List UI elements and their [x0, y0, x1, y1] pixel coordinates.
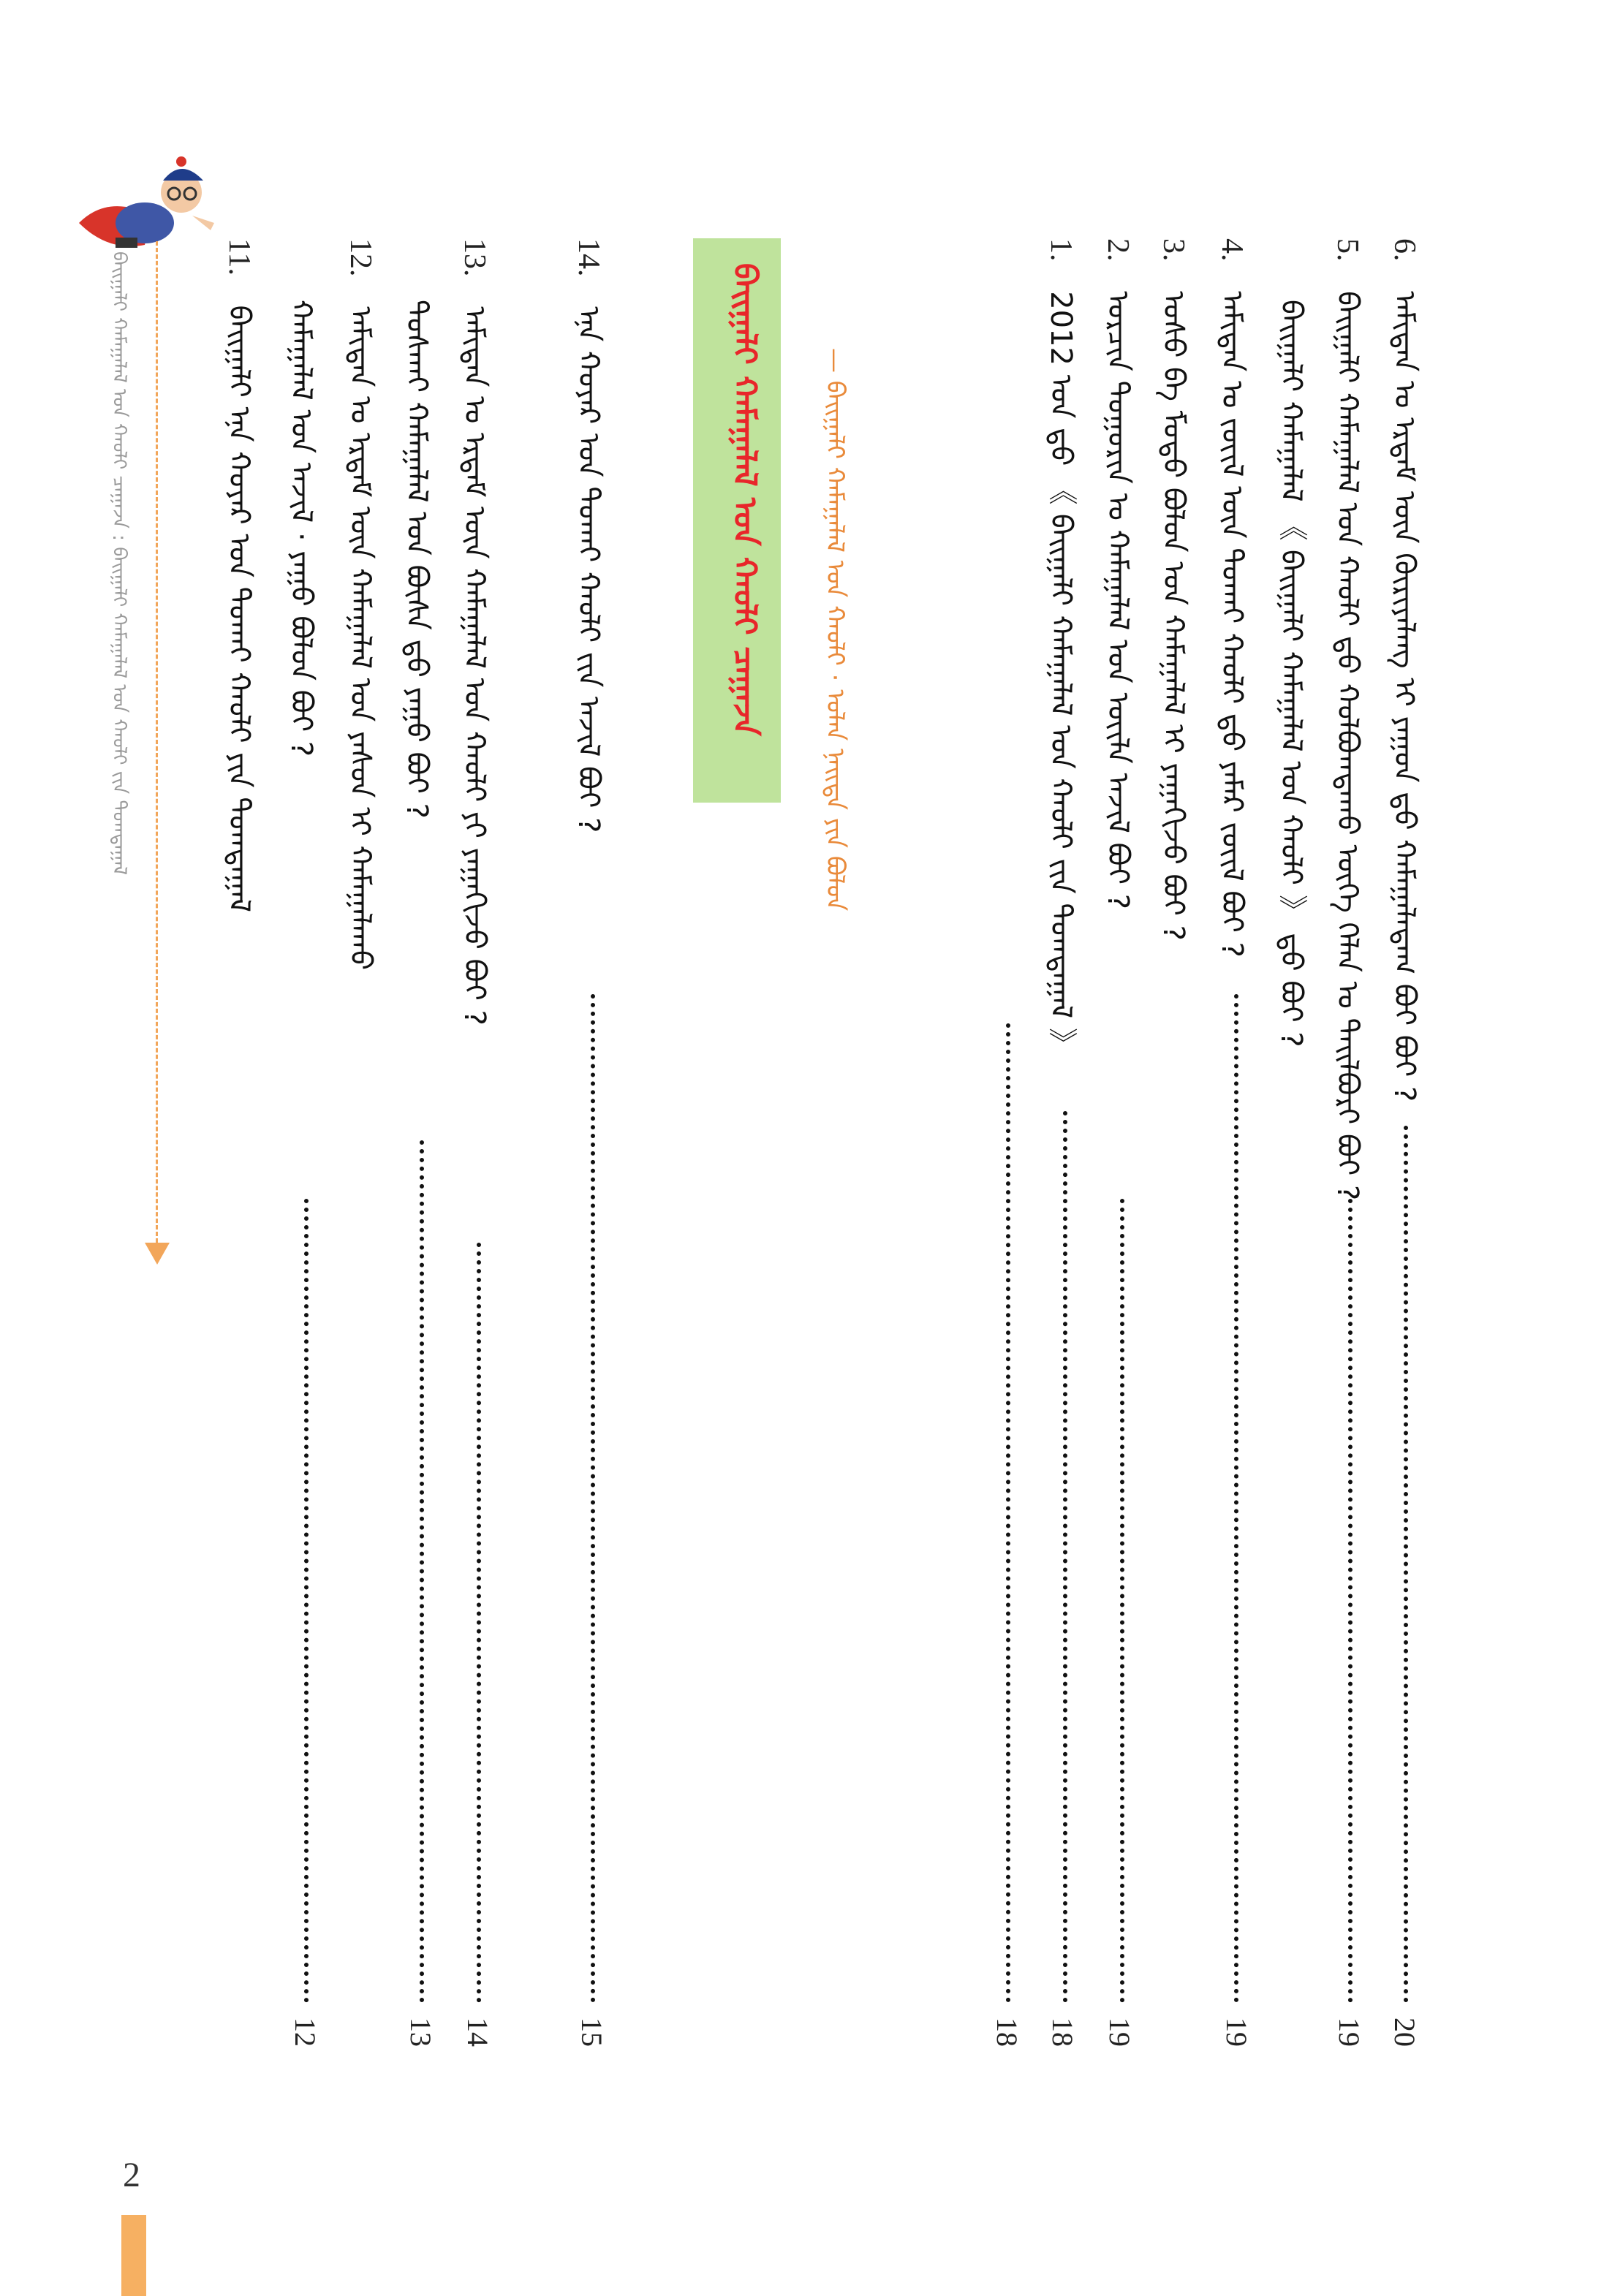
entry-page: 18 [1046, 2017, 1079, 2047]
entry-page: 19 [1220, 2017, 1253, 2047]
entry-title: ᠠᠮᠢᠲᠠᠨ ᠤ ᠡᠷᠳᠡᠮ ᠦᠨ ᠬᠦᠷᠢᠶᠡᠯᠡᠩ ᠢ ᠶᠠᠭᠤᠨ ᠳ᠋ᠤ ᠬᠠᠮᠠᠭᠠᠯᠠᠳᠠᠭ ᠪᠤᠢ ᠪᠤᠢ ? [1388, 291, 1421, 1102]
toc-entry[interactable] [1158, 238, 1189, 941]
toc-entry[interactable] [345, 238, 376, 970]
toc-entry[interactable] [1332, 238, 1363, 1200]
leader-dots [304, 1199, 309, 2003]
entry-title: ᠤᠰᠤ ᠪᠠ ᠮᠣᠳᠣ ᠪᠣᠯᠤᠨ ᠤᠨ ᠬᠠᠮᠠᠭᠠᠯᠠᠯ ᠢ ᠶᠠᠭᠠᠬᠢᠵᠤ ᠪᠤᠢ ? [1157, 291, 1190, 941]
entry-page: 12 [289, 2017, 322, 2047]
footer-arrow-icon [145, 1243, 170, 1265]
section-subtitle: — ᠪᠠᠢᠭᠠᠯᠢ ᠬᠠᠮᠠᠭᠠᠯᠠᠯ ᠤᠨ ᠬᠠᠤᠯᠢ · ᠣᠯᠠᠨ ᠨᠡᠢᠲᠡ ᠶᠢᠨ ᠪᠣᠯᠤᠨ [820, 348, 850, 912]
entry-title: ᠣᠷᠴᠢᠨ ᠲᠣᠭᠣᠷᠢᠨ ᠤ ᠬᠠᠮᠠᠭᠠᠯᠠᠯ ᠤᠨ ᠦᠢᠯᠡ ᠠᠵᠢᠯ ᠪᠤᠢ ? [1101, 291, 1135, 909]
entry-title: 2012 ᠣᠨ ᠳ᠋ᠤ 《 ᠪᠠᠢᠭᠠᠯᠢ ᠬᠠᠮᠠᠭᠠᠯᠠᠯ ᠤᠨ ᠬᠠᠤᠯᠢ ᠵᠢᠨ ᠲᠣᠭᠲᠠᠭᠠᠯ 》 [1044, 291, 1078, 1057]
entry-number: 12. [344, 238, 377, 277]
entry-title: ᠪᠠᠢᠭᠠᠯᠢ ᠬᠠᠮᠠᠭᠠᠯᠠᠯ ᠤᠨ ᠬᠠᠤᠯᠢ ᠳ᠋ᠤ ᠬᠤᠯᠪᠤᠭᠳᠠᠬᠤ ᠦᠭᠡ ᠬᠡᠯᠡᠨ ᠤ ᠲᠠᠢᠯᠪᠤᠷᠢ ᠪᠤᠢ ? [1331, 291, 1364, 1201]
entry-page: 19 [1103, 2017, 1136, 2047]
leader-dots [1006, 1023, 1010, 2003]
entry-number: 3. [1157, 238, 1190, 262]
toc-entry[interactable] [1276, 300, 1306, 1047]
entry-page: 20 [1388, 2017, 1421, 2047]
entry-number: 5. [1331, 238, 1364, 262]
entry-title: ᠠᠮᠢᠲᠠᠨ ᠤ ᠵᠦᠢᠯ ᠦᠨ ᠲᠤᠬᠠᠢ ᠬᠠᠤᠯᠢ ᠳ᠋ᠤ ᠶᠠᠮᠠᠷ ᠵᠦᠢᠯ ᠪᠤᠢ ? [1215, 291, 1249, 958]
leader-dots [1404, 1126, 1408, 2003]
toc-entry[interactable] [284, 300, 318, 757]
entry-title: ᠪᠠᠢᠭᠠᠯᠢ ᠡᠨᠡ ᠬᠣᠶᠠᠷ ᠤᠨ ᠲᠤᠬᠠᠢ ᠬᠠᠤᠯᠢ ᠶᠢᠨ ᠲᠣᠭᠲᠠᠭᠠᠯ [222, 305, 256, 913]
entry-number: 2. [1101, 238, 1135, 262]
entry-title: ᠡᠨᠡ ᠬᠣᠶᠠᠷ ᠤᠨ ᠲᠤᠬᠠᠢ ᠬᠠᠤᠯᠢ ᠵᠢᠨ ᠠᠵᠢᠯ ᠪᠤᠢ ? [572, 306, 605, 833]
entry-page: 13 [404, 2017, 437, 2047]
footer-text: ᠪᠠᠢᠭᠠᠯᠢ ᠬᠠᠮᠠᠭᠠᠯᠠᠯ ᠤᠨ ᠬᠠᠤᠯᠢ ᠴᠠᠭᠠᠵᠠ : ᠪᠠᠢᠭᠠᠯᠢ ᠬᠠᠮᠠᠭᠠᠯᠠᠯ ᠤᠨ ᠬᠠᠤᠯᠢ ᠵᠢᠨ ᠲᠣᠭᠲᠠᠭᠠᠯ [108, 251, 130, 876]
leader-dots [477, 1243, 481, 2003]
toc-entry[interactable] [1102, 238, 1133, 909]
toc-entry[interactable] [1389, 238, 1420, 1102]
leader-dots [1234, 994, 1238, 2003]
page-tab [121, 2215, 146, 2296]
entry-title: ᠪᠠᠢᠭᠠᠯᠢ ᠬᠠᠮᠠᠭᠠᠯᠠᠯ 《 ᠪᠠᠢᠭᠠᠯᠢ ᠬᠠᠮᠠᠭᠠᠯᠠᠯ ᠤᠨ ᠬᠠᠤᠯᠢ 》 ᠳ᠋ᠤ ᠪᠤᠢ ? [1274, 300, 1308, 1047]
entry-title: ᠠᠮᠢᠲᠠᠨ ᠤ ᠡᠷᠳᠡᠮ ᠦᠨ ᠬᠠᠮᠠᠭᠠᠯᠠᠯ ᠤᠨ ᠶᠠᠰᠤᠨ ᠢ ᠬᠠᠮᠠᠭᠠᠯᠠᠬᠤ [344, 306, 377, 971]
leader-dots [1063, 1111, 1067, 2003]
entry-title: ᠲᠤᠰᠬᠠᠢ ᠬᠠᠮᠠᠭᠠᠯᠠᠯ ᠤᠨ ᠪᠦᠰᠡ ᠳ᠋ᠤ ᠶᠠᠭᠤ ᠪᠤᠢ ? [400, 300, 434, 819]
footer-dashed-line [156, 241, 158, 1243]
page-number: 2 [123, 2156, 140, 2194]
toc-entry[interactable] [224, 238, 254, 912]
mascot-illustration [64, 135, 218, 274]
entry-title: ᠬᠠᠮᠠᠭᠠᠯᠠᠯ ᠤᠨ ᠠᠵᠢᠯ · ᠶᠠᠭᠤ ᠪᠣᠯᠤᠨ ᠪᠤᠢ ? [284, 300, 318, 757]
entry-number: 13. [458, 238, 491, 277]
entry-page: 18 [991, 2017, 1024, 2047]
leader-dots [420, 1140, 424, 2003]
leader-dots [1348, 1199, 1352, 2003]
entry-title: ᠠᠮᠢᠲᠠᠨ ᠤ ᠡᠷᠳᠡᠮ ᠦᠨ ᠬᠠᠮᠠᠭᠠᠯᠠᠯ ᠤᠨ ᠬᠠᠤᠯᠢ ᠶᠢ ᠶᠠᠭᠠᠬᠢᠵᠤ ᠪᠤᠢ ? [458, 306, 491, 1026]
entry-page: 19 [1333, 2017, 1366, 2047]
leader-dots [591, 994, 595, 2003]
toc-entry[interactable] [573, 238, 604, 833]
entry-number: 6. [1388, 238, 1421, 262]
entry-number: 11. [222, 238, 256, 276]
entry-number: 4. [1215, 238, 1249, 262]
entry-page: 14 [461, 2017, 494, 2047]
entry-number: 1. [1044, 238, 1078, 262]
toc-entry[interactable] [400, 300, 434, 819]
section-title: ᠪᠠᠢᠭᠠᠯᠢ ᠬᠠᠮᠠᠭᠠᠯᠠᠯ ᠤᠨ ᠬᠠᠤᠯᠢ ᠴᠠᠭᠠᠵᠠ [726, 263, 763, 736]
leader-dots [1120, 1199, 1124, 2003]
toc-entry[interactable] [459, 238, 490, 1026]
entry-number: 14. [572, 238, 605, 277]
entry-page: 15 [575, 2017, 608, 2047]
toc-entry[interactable] [1217, 238, 1247, 958]
toc-entry[interactable] [1045, 238, 1076, 1057]
